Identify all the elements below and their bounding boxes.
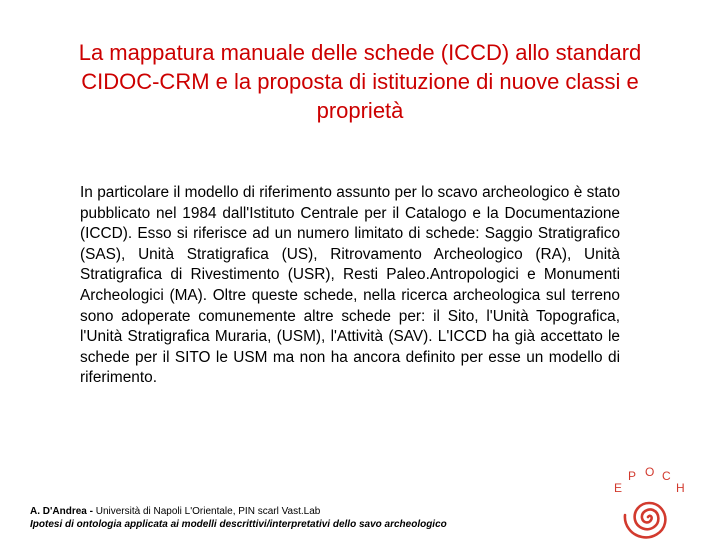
footer <box>30 506 590 531</box>
slide-body-text: In particolare il modello di riferimento assunto per lo scavo archeologico è stato pubblicato nel 1984 dall'Istituto Centrale per il Catalogo e la Documentazione (ICCD). Esso si riferisce ad un numero limitato di schede: Saggio Stratigrafico (SAS), Unità Stratigrafica (US), Ritrovamento Archeologico (RA), Unità Stratigrafica di Rivestimento (USR), Resti Paleo.Antropologici e Monumenti Archeologici (MA). Oltre queste schede, nella ricerca archeologica sul terreno sono adoperate comunemente altre schede per: il Sito, l'Unità Topografica, l'Unità Stratigrafica Muraria, (USM), l'Attività (SAV). L'ICCD ha già accettato le schede per il SITO le USM ma non ha ancora definito per esse un modello di riferimento. <box>80 184 620 387</box>
footer-subtitle: Ipotesi di ontologia applicata ai modelli descrittivi/interpretativi dello savo archeologico <box>30 518 447 530</box>
logo-letter-o: O <box>645 465 655 479</box>
footer-affiliation: Università di Napoli L'Orientale, PIN scarl Vast.Lab <box>95 506 321 517</box>
logo-letter-p: P <box>628 469 637 483</box>
logo-letter-e: E <box>614 481 623 495</box>
footer-line-1 <box>30 506 590 519</box>
slide-title: La mappatura manuale delle schede (ICCD) allo standard CIDOC-CRM e la proposta di istituzione di nuove classi e proprietà <box>78 40 642 123</box>
epoch-spiral-logo-icon <box>594 462 696 540</box>
logo-spiral <box>625 503 665 537</box>
logo-letter-h: H <box>676 481 685 495</box>
footer-author: A. D'Andrea - <box>30 506 96 517</box>
logo-letter-c: C <box>662 469 671 483</box>
